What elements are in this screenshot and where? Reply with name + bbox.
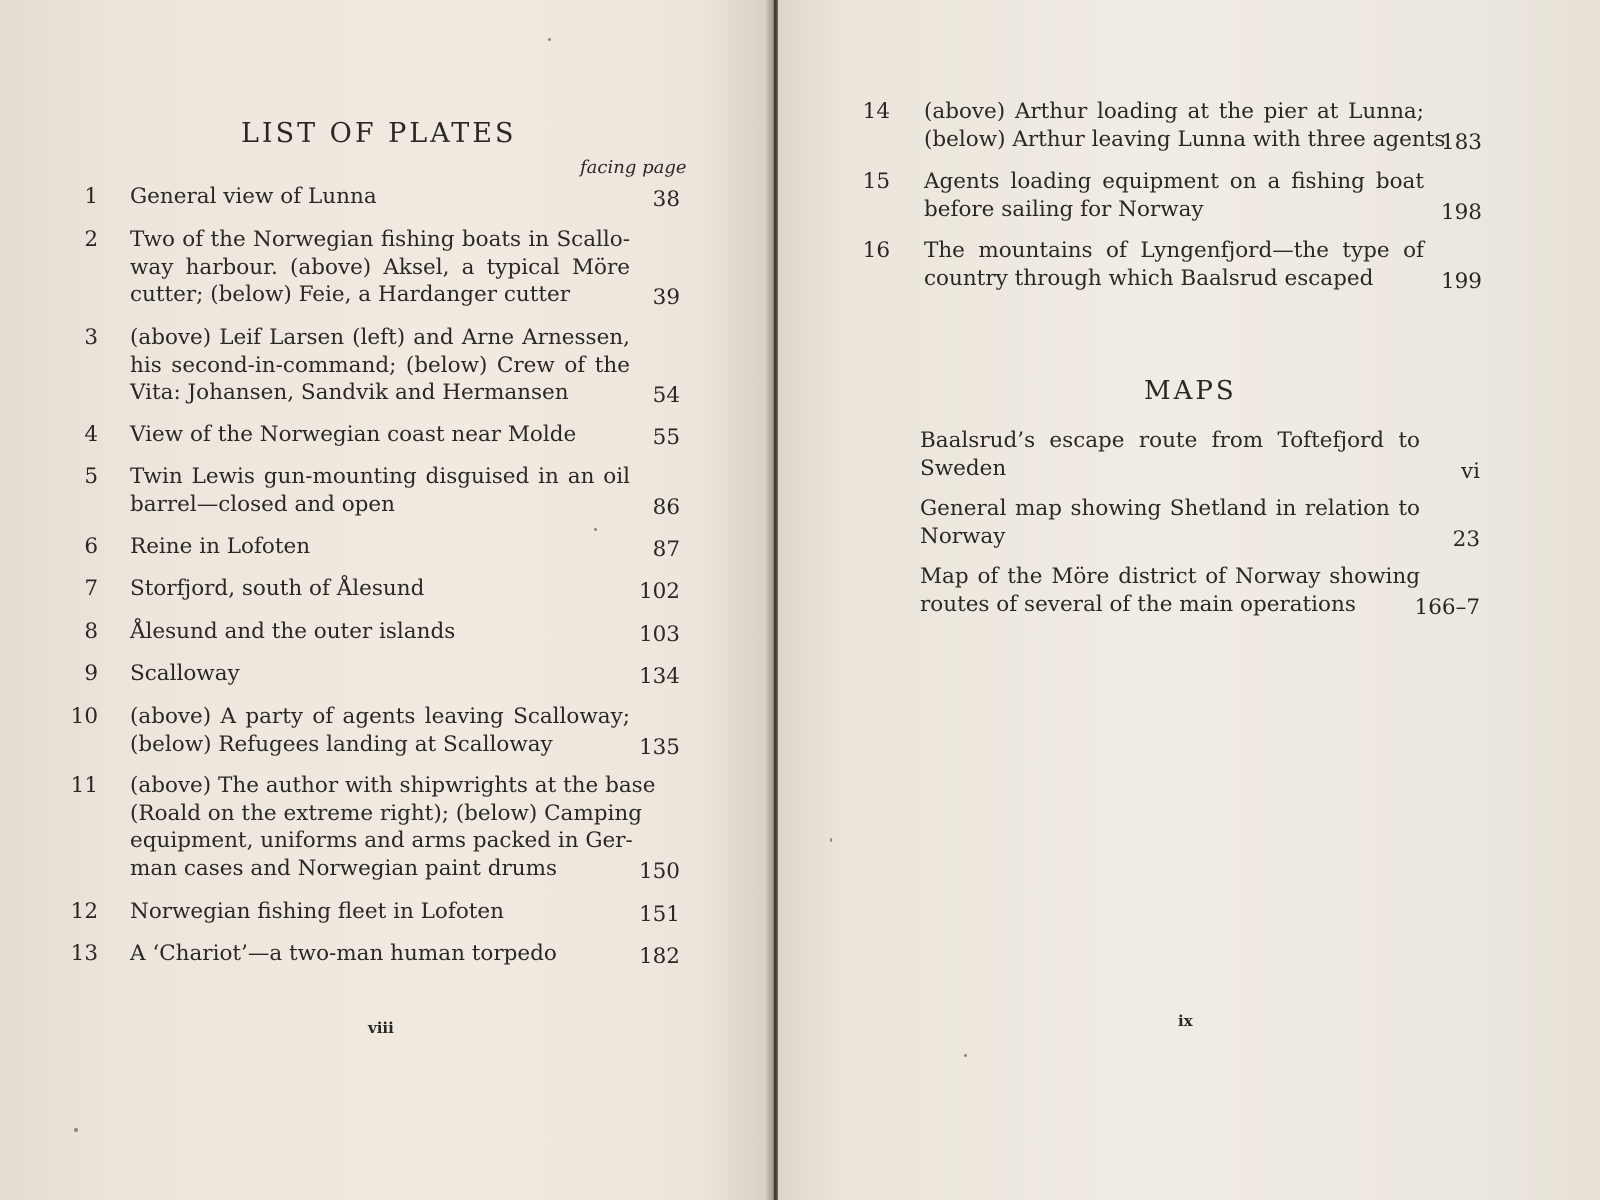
entry-line: (above) A party of agents leaving Scalloway; [130, 704, 630, 729]
page-number-left: viii [368, 1019, 394, 1037]
plate-description [130, 898, 630, 926]
page-reference: 182 [638, 944, 680, 969]
plate-entry [70, 421, 680, 449]
page-reference: 134 [638, 664, 680, 689]
page-reference: 166–7 [1414, 594, 1480, 620]
plate-number: 14 [862, 99, 890, 124]
plate-description [130, 618, 630, 646]
entry-line: (below) Refugees landing at Scalloway [130, 731, 553, 757]
paper-speck [548, 38, 551, 41]
plate-entry [70, 618, 680, 646]
entry-line: Baalsrud’s escape route from Toftefjord to [920, 428, 1420, 453]
paper-speck [594, 528, 597, 531]
entry-line: man cases and Norwegian paint drums [130, 855, 558, 881]
facing-page-label: facing page [580, 157, 687, 178]
plate-number: 4 [84, 422, 98, 447]
page-reference: 39 [652, 285, 680, 310]
entry-line: Two of the Norwegian fishing boats in Scallo- [130, 227, 630, 252]
entry-line: Scalloway [130, 661, 240, 686]
plate-entry [70, 533, 680, 561]
plate-number: 13 [70, 941, 98, 966]
list-of-plates-heading: LIST OF PLATES [241, 118, 517, 149]
plate-number: 12 [70, 899, 98, 924]
entry-line: routes of several of the main operations [920, 591, 1356, 617]
plate-description [924, 98, 1446, 153]
plate-number: 9 [84, 661, 98, 686]
plate-description [130, 463, 630, 518]
paper-speck [830, 838, 832, 842]
page-reference: 135 [638, 734, 680, 760]
entry-line: Twin Lewis gun-mounting disguised in an oil [130, 464, 630, 489]
plate-description [130, 324, 630, 407]
entry-line: (above) Arthur loading at the pier at Lunna; [924, 99, 1424, 124]
plate-description [130, 703, 630, 758]
plate-description [130, 660, 630, 688]
page-reference: 54 [652, 383, 680, 408]
plate-entry [70, 660, 680, 688]
page-reference: 86 [652, 494, 680, 520]
page-reference: 87 [652, 537, 680, 562]
plate-entry [70, 575, 680, 603]
entry-line: View of the Norwegian coast near Molde [130, 422, 577, 447]
entry-line: Norwegian fishing fleet in Lofoten [130, 899, 504, 924]
plate-number: 11 [70, 773, 98, 798]
plate-entry [862, 168, 1482, 223]
entry-line: cutter; (below) Feie, a Hardanger cutter [130, 282, 570, 307]
entry-line: (above) Leif Larsen (left) and Arne Arnessen, [130, 325, 630, 350]
entry-line: his second-in-command; (below) Crew of the [130, 352, 630, 378]
entry-line: General view of Lunna [130, 184, 377, 209]
plate-entry [70, 324, 680, 407]
plate-description [130, 533, 630, 561]
plate-entry [70, 940, 680, 968]
entry-line: (above) The author with shipwrights at the base [130, 773, 656, 798]
entry-line: Sweden [920, 455, 1007, 481]
plate-number: 5 [84, 464, 98, 489]
page-reference: 23 [1452, 526, 1480, 552]
entry-line: A ‘Chariot’—a two-man human torpedo [130, 941, 557, 966]
page-reference: 102 [638, 579, 680, 604]
entry-line: Storfjord, south of Ålesund [130, 576, 425, 601]
plate-number: 7 [84, 576, 98, 601]
page-reference: 183 [1440, 129, 1482, 155]
entry-line: way harbour. (above) Aksel, a typical Möre [130, 254, 630, 280]
map-description [920, 495, 1420, 550]
entry-line: Reine in Lofoten [130, 534, 311, 559]
plate-number: 6 [84, 534, 98, 559]
plate-number: 8 [84, 619, 98, 644]
plate-number: 16 [862, 238, 890, 263]
page-reference: 103 [638, 622, 680, 647]
plate-entry [70, 226, 680, 309]
entry-line: (Roald on the extreme right); (below) Camping [130, 800, 643, 826]
entry-line: Map of the Möre district of Norway showing [920, 564, 1420, 589]
entry-line: barrel—closed and open [130, 491, 395, 517]
right-page [778, 0, 1600, 1200]
map-entry [920, 563, 1480, 618]
page-reference: 199 [1440, 268, 1482, 294]
entry-line: equipment, uniforms and arms packed in Ger- [130, 828, 633, 853]
plate-description [130, 575, 630, 603]
plate-number: 2 [84, 227, 98, 252]
entry-line: Norway [920, 523, 1006, 549]
entry-line: General map showing Shetland in relation to [920, 496, 1420, 521]
maps-heading: MAPS [1144, 376, 1237, 406]
paper-speck [964, 1054, 967, 1057]
map-entry [920, 427, 1480, 482]
entry-line: Agents loading equipment on a fishing boat [924, 169, 1424, 194]
page-reference: 150 [638, 858, 680, 884]
left-page [0, 0, 772, 1200]
entry-line: before sailing for Norway [924, 196, 1204, 222]
plate-entry [862, 98, 1482, 153]
page-reference: 38 [652, 187, 680, 212]
plate-number: 10 [70, 704, 98, 729]
page-number-right: ix [1178, 1012, 1193, 1030]
plate-entry [70, 898, 680, 926]
entry-line: Ålesund and the outer islands [130, 619, 456, 644]
page-reference: vi [1460, 458, 1480, 484]
plate-entry [70, 703, 680, 758]
page-reference: 198 [1440, 199, 1482, 225]
map-entry [920, 495, 1480, 550]
entry-line: (below) Arthur leaving Lunna with three agents [924, 126, 1446, 152]
plate-entry [70, 463, 680, 518]
plate-number: 1 [84, 184, 98, 209]
plate-number: 3 [84, 325, 98, 350]
entry-line: Vita: Johansen, Sandvik and Hermansen [130, 380, 569, 405]
map-description [920, 563, 1420, 618]
page-reference: 55 [652, 425, 680, 450]
plate-description [130, 772, 656, 882]
plate-description [130, 940, 630, 968]
plate-description [130, 183, 630, 211]
plate-number: 15 [862, 169, 890, 194]
page-reference: 151 [638, 902, 680, 927]
plate-description [130, 421, 630, 449]
plate-entry [70, 183, 680, 211]
plate-description [130, 226, 630, 309]
plate-description [924, 237, 1424, 292]
plate-entry [70, 772, 680, 882]
paper-speck [74, 1128, 78, 1132]
plate-description [924, 168, 1424, 223]
plate-entry [862, 237, 1482, 292]
entry-line: country through which Baalsrud escaped [924, 265, 1374, 291]
entry-line: The mountains of Lyngenfjord—the type of [924, 238, 1424, 263]
map-description [920, 427, 1420, 482]
